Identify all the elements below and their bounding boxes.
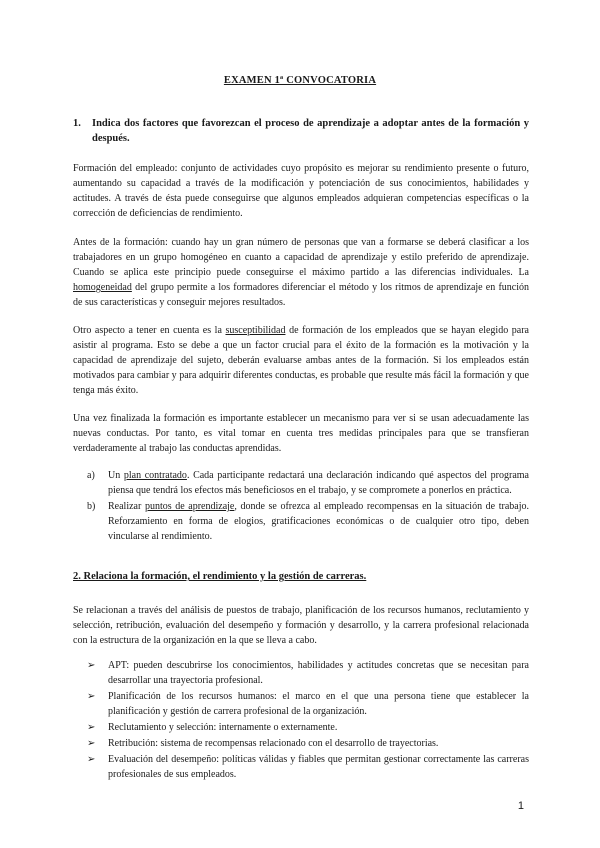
arrow-bullet-icon: ➢ bbox=[87, 722, 96, 733]
paragraph-relations: Se relacionan a través del análisis de puestos de trabajo, planificación de los recursos humanos, reclutamiento y selección, retribución, evaluación del desempeño y formación y desarrollo, y la carrera profesional relacionada con la estructura de la organización en la que se lleva a cabo. bbox=[73, 605, 529, 646]
paragraph-after-training: Una vez finalizada la formación es importante establecer un mecanismo para ver si se usan adecuadamente las nuevas conductas. Por tanto, es vital tomar en cuenta tres medidas principales para que se transfieran verdaderamente al trabajo las conductas aprendidas. bbox=[73, 413, 529, 454]
question-1 bbox=[73, 116, 529, 146]
arrow-list-item-text: APT: pueden descubrirse los conocimientos, habilidades y actitudes concretas que se necesitan para desarrollar una trayectoria profesional. bbox=[108, 660, 529, 686]
page-title: EXAMEN 1ª CONVOCATORIA bbox=[223, 75, 377, 86]
list-item bbox=[73, 468, 529, 498]
question-2: 2. Relaciona la formación, el rendimiento y la gestión de carreras. bbox=[73, 571, 367, 582]
paragraph-susceptibility-end: de formación de los empleados que se hayan elegido para asistir al programa. Esto se debe a que un factor crucial para el éxito de la formación es la motivación y la capacidad de aprendizaje del sujeto, deberán evaluarse ambas antes de la formación. Si los empleados están motivados para cambiar y para adquirir diferentes conductas, es probable que resulte más fácil la formación y que tenga más éxito. bbox=[73, 325, 529, 396]
list-item-marker: b) bbox=[87, 501, 96, 512]
arrow-bullet-icon: ➢ bbox=[87, 738, 96, 749]
arrow-bullet-icon: ➢ bbox=[87, 754, 96, 765]
paragraph-susceptibility bbox=[73, 323, 529, 398]
paragraph-before-training-end: del grupo permite a los formadores diferenciar el método y los ritmos de aprendizaje en función de sus características y conseguir mejores resultados. bbox=[73, 282, 529, 308]
paragraph-susceptibility-start: Otro aspecto a tener en cuenta es la bbox=[73, 325, 226, 336]
paragraph-definition: Formación del empleado: conjunto de actividades cuyo propósito es mejorar su rendimiento presente o futuro, aumentando su capacidad a través de la modificación y potenciación de sus conocimientos, habilidades y actitudes. A través de ésta puede conseguirse que algunos empleados adquieran competencias específicas o la corrección de deficiencias de rendimiento. bbox=[73, 163, 529, 219]
paragraph-before-training bbox=[73, 235, 529, 310]
measures-list bbox=[73, 468, 529, 545]
relations-list bbox=[73, 658, 529, 783]
arrow-bullet-icon: ➢ bbox=[87, 691, 96, 702]
arrow-list-item-text: Planificación de los recursos humanos: el marco en el que una persona tiene que establecer la planificación y gestión de carrera profesional de la organización. bbox=[108, 691, 529, 717]
list-item-text-end: , donde se ofrezca al empleado recompensas en la situación de trabajo. Reforzamiento en forma de elogios, gratificaciones económicas o de cualquier otro tipo, deben vincularse al rendimiento. bbox=[108, 501, 530, 542]
arrow-list-item-text: Retribución: sistema de recompensas relacionado con el desarrollo de trayectorias. bbox=[108, 738, 439, 749]
paragraph-before-training-start: Antes de la formación: cuando hay un gran número de personas que van a formarse se deberá clasificar a los trabajadores en un grupo homogéneo en cuanto a capacidad de aprendizaje y estilo preferido de aprendizaje. Cuando se aplica este principio puede conseguirse el máximo partido a las diferencias individuales. La bbox=[73, 237, 529, 278]
arrow-list-item-text: Reclutamiento y selección: internamente o externamente. bbox=[108, 722, 338, 733]
underlined-homogeneidad: homogeneidad bbox=[73, 282, 132, 293]
list-item bbox=[73, 499, 529, 544]
underlined-plan-contratado: plan contratado bbox=[123, 470, 187, 481]
question-1-number: 1. bbox=[73, 118, 81, 129]
question-1-text: Indica dos factores que favorezcan el proceso de aprendizaje a adoptar antes de la formación y después. bbox=[92, 118, 529, 144]
arrow-list-item-text: Evaluación del desempeño: políticas válidas y fiables que permitan gestionar correctamente las carreras profesionales de sus empleados. bbox=[108, 754, 529, 780]
page-number: 1 bbox=[517, 800, 524, 812]
list-item-marker: a) bbox=[87, 470, 95, 481]
arrow-list-item bbox=[73, 689, 529, 719]
arrow-bullet-icon: ➢ bbox=[87, 660, 96, 671]
arrow-list-item bbox=[73, 720, 529, 735]
underlined-susceptibilidad: susceptibilidad bbox=[225, 325, 286, 336]
list-item-text-start: Un bbox=[108, 470, 124, 481]
list-item-text-start: Realizar bbox=[108, 501, 145, 512]
list-item-text-end: . Cada participante redactará una declaración indicando qué aspectos del programa piensa que tendrá los efectos más beneficiosos en el trabajo, y se compromete a ponerlos en práctica. bbox=[108, 470, 529, 496]
underlined-puntos-de-aprendizaje: puntos de aprendizaje bbox=[144, 501, 235, 512]
arrow-list-item bbox=[73, 658, 529, 688]
arrow-list-item bbox=[73, 752, 529, 782]
arrow-list-item bbox=[73, 736, 529, 751]
